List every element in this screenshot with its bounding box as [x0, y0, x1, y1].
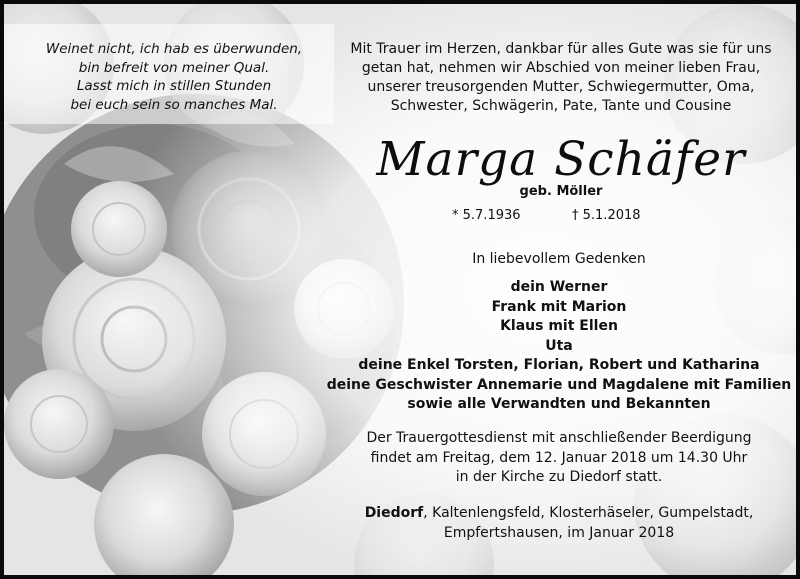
- places-and-date: [304, 504, 800, 543]
- mourner-line: dein Werner: [510, 279, 608, 295]
- intro-text: [326, 40, 796, 116]
- service-line: in der Kirche zu Diedorf statt.: [455, 469, 663, 485]
- mourner-line: Frank mit Marion: [491, 298, 627, 315]
- mourner-line: deine Geschwister Annemarie und Magdalene mit Familien: [326, 376, 792, 393]
- intro-line: Mit Trauer im Herzen, dankbar für alles Gute was sie für uns: [350, 41, 772, 57]
- place-diedorf: Diedorf: [364, 505, 424, 521]
- birth-date: * 5.7.1936: [452, 208, 521, 223]
- poem-line: Lasst mich in stillen Stunden: [76, 78, 272, 94]
- places-rest: , Kaltenlengsfeld, Klosterhäseler, Gumpelstadt,: [423, 505, 754, 521]
- mourner-line: sowie alle Verwandten und Bekannten: [407, 396, 711, 412]
- intro-line: getan hat, nehmen wir Abschied von meiner lieben Frau,: [361, 60, 761, 76]
- mourners-list: [304, 278, 800, 415]
- mourner-line: Uta: [545, 337, 573, 354]
- memory-line: In liebevollem Gedenken: [472, 251, 646, 267]
- poem-line: bin befreit von meiner Qual.: [78, 59, 270, 76]
- funeral-service-info: [304, 429, 800, 488]
- poem-line: bei euch sein so manches Mal.: [70, 96, 278, 113]
- intro-line: Schwester, Schwägerin, Pate, Tante und Cousine: [390, 98, 732, 114]
- farewell-poem: [24, 40, 324, 114]
- places-line-1: [304, 504, 800, 524]
- birth-name: geb. Möller: [519, 184, 603, 199]
- places-line-2: Empfertshausen, im Januar 2018: [443, 524, 675, 541]
- service-line: Der Trauergottesdienst mit anschließender Beerdigung: [366, 430, 752, 446]
- deceased-name: Marga Schäfer: [376, 132, 746, 187]
- poem-line: Weinet nicht, ich hab es überwunden,: [45, 41, 303, 57]
- mourner-line: Klaus mit Ellen: [500, 318, 618, 334]
- death-date: † 5.1.2018: [572, 208, 641, 223]
- service-line: findet am Freitag, dem 12. Januar 2018 um 14.30 Uhr: [370, 449, 748, 466]
- mourner-line: deine Enkel Torsten, Florian, Robert und Katharina: [358, 357, 760, 373]
- intro-line: unserer treusorgenden Mutter, Schwiegermutter, Oma,: [367, 79, 755, 95]
